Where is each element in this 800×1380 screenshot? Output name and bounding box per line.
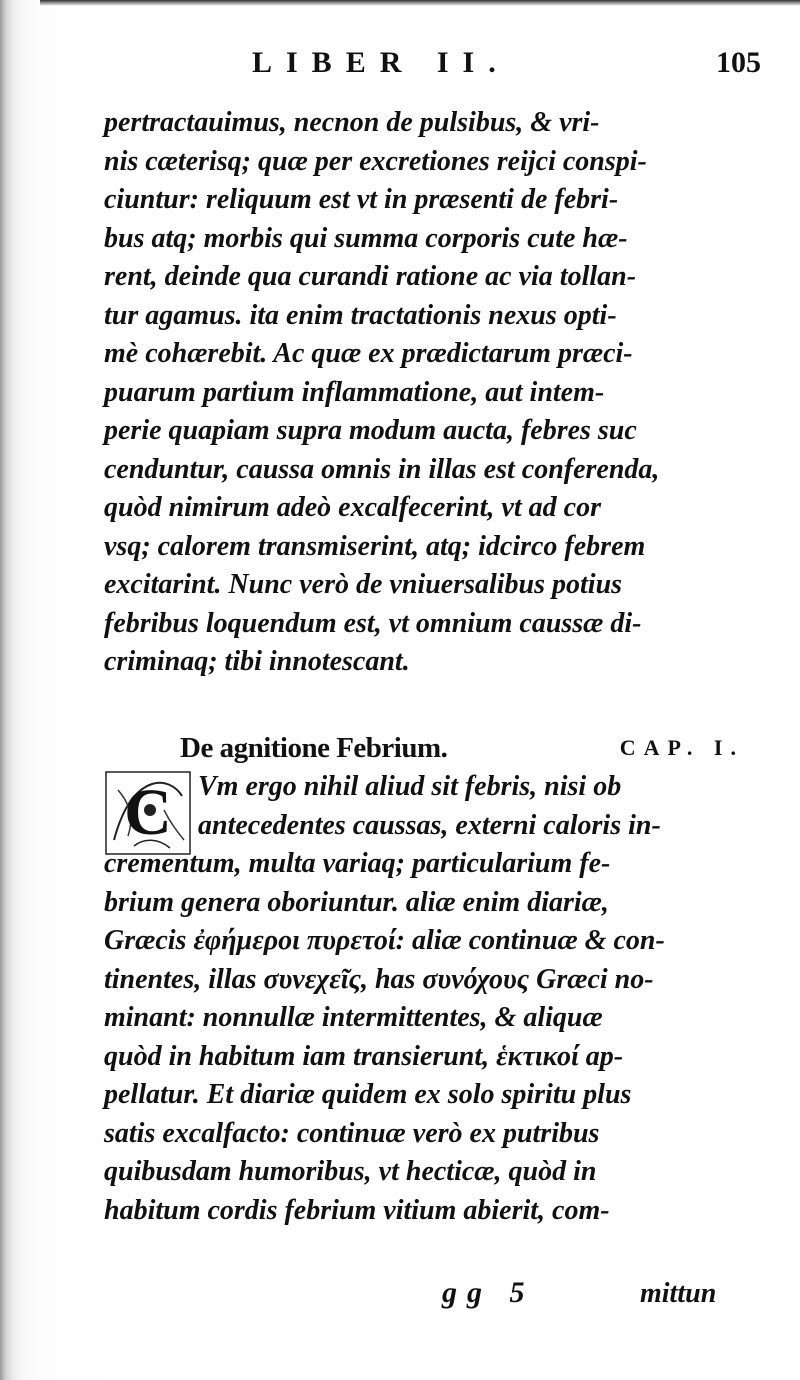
chapter-heading [180, 728, 744, 768]
chapter-text [104, 768, 744, 1230]
initial-letter: C [124, 776, 172, 849]
page-number: 105 [716, 46, 761, 79]
text-line: Vm ergo nihil aliud sit febris, nisi ob [198, 771, 622, 802]
text-line: Græcis ἐφήμεροι πυρετοί: aliæ continuæ & con- [104, 925, 665, 956]
text-line: puarum partium inflammatione, aut intem- [104, 376, 605, 408]
catchword: mittun [640, 1278, 717, 1309]
text-line: criminaq; tibi innotescant. [104, 646, 410, 677]
text-line: excitarint. Nunc verò de vniuersalibus potius [104, 569, 623, 600]
text-line: crementum, multa variaq; particularium fe- [104, 848, 611, 879]
chapter-title: De agnitione Febrium. [180, 731, 448, 764]
text-line: bus atq; morbis qui summa corporis cute hæ- [104, 222, 628, 254]
text-line: tur agamus. ita enim tractationis nexus opti- [104, 299, 617, 331]
text-line: satis excalfacto: continuæ verò ex putribus [104, 1117, 600, 1149]
text-line: antecedentes caussas, externi caloris in- [198, 809, 661, 841]
running-title: LIBER II. [252, 46, 510, 79]
text-line: minant: nonnullæ intermittentes, & aliquæ [104, 1002, 603, 1033]
text-line: pellatur. Et diariæ quidem ex solo spiritu plus [104, 1079, 632, 1110]
text-line: ciuntur: reliquum est vt in præsenti de febri- [104, 184, 619, 215]
text-line: nis cæterisq; quæ per excretiones reijci conspi- [104, 145, 647, 177]
text-line: vsq; calorem transmiserint, atq; idcirco febrem [104, 530, 646, 562]
text-line: tinentes, illas συνεχεῖς, has συνόχους Græci no- [104, 963, 654, 995]
chapter-number: CAP. I. [619, 735, 744, 760]
text-line: quòd in habitum iam transierunt, ἑκτικοί ap- [104, 1040, 624, 1072]
book-binding-edge [0, 0, 22, 1380]
text-line: quibusdam humoribus, vt hecticæ, quòd in [104, 1156, 597, 1187]
text-line: habitum cordis febrium vitium abierit, com- [104, 1194, 610, 1226]
text-line: perie quapiam supra modum aucta, febres suc [104, 415, 637, 446]
text-line: quòd nimirum adeò excalfecerint, vt ad cor [104, 492, 601, 523]
text-line: mè cohærebit. Ac quæ ex prædictarum præci- [104, 338, 633, 369]
signature-mark: gg 5 [442, 1276, 535, 1309]
text-line: pertractauimus, necnon de pulsibus, & vri- [104, 107, 600, 138]
text-line: febribus loquendum est, vt omnium caussæ di- [104, 607, 642, 639]
body-text [104, 104, 744, 682]
text-line: cenduntur, caussa omnis in illas est conferenda, [104, 453, 660, 485]
text-line: rent, deinde qua curandi ratione ac via tollan- [104, 261, 637, 292]
page-top-edge [40, 0, 800, 6]
text-line: brium genera oboriuntur. aliæ enim diariæ, [104, 886, 609, 918]
running-head [0, 46, 800, 86]
